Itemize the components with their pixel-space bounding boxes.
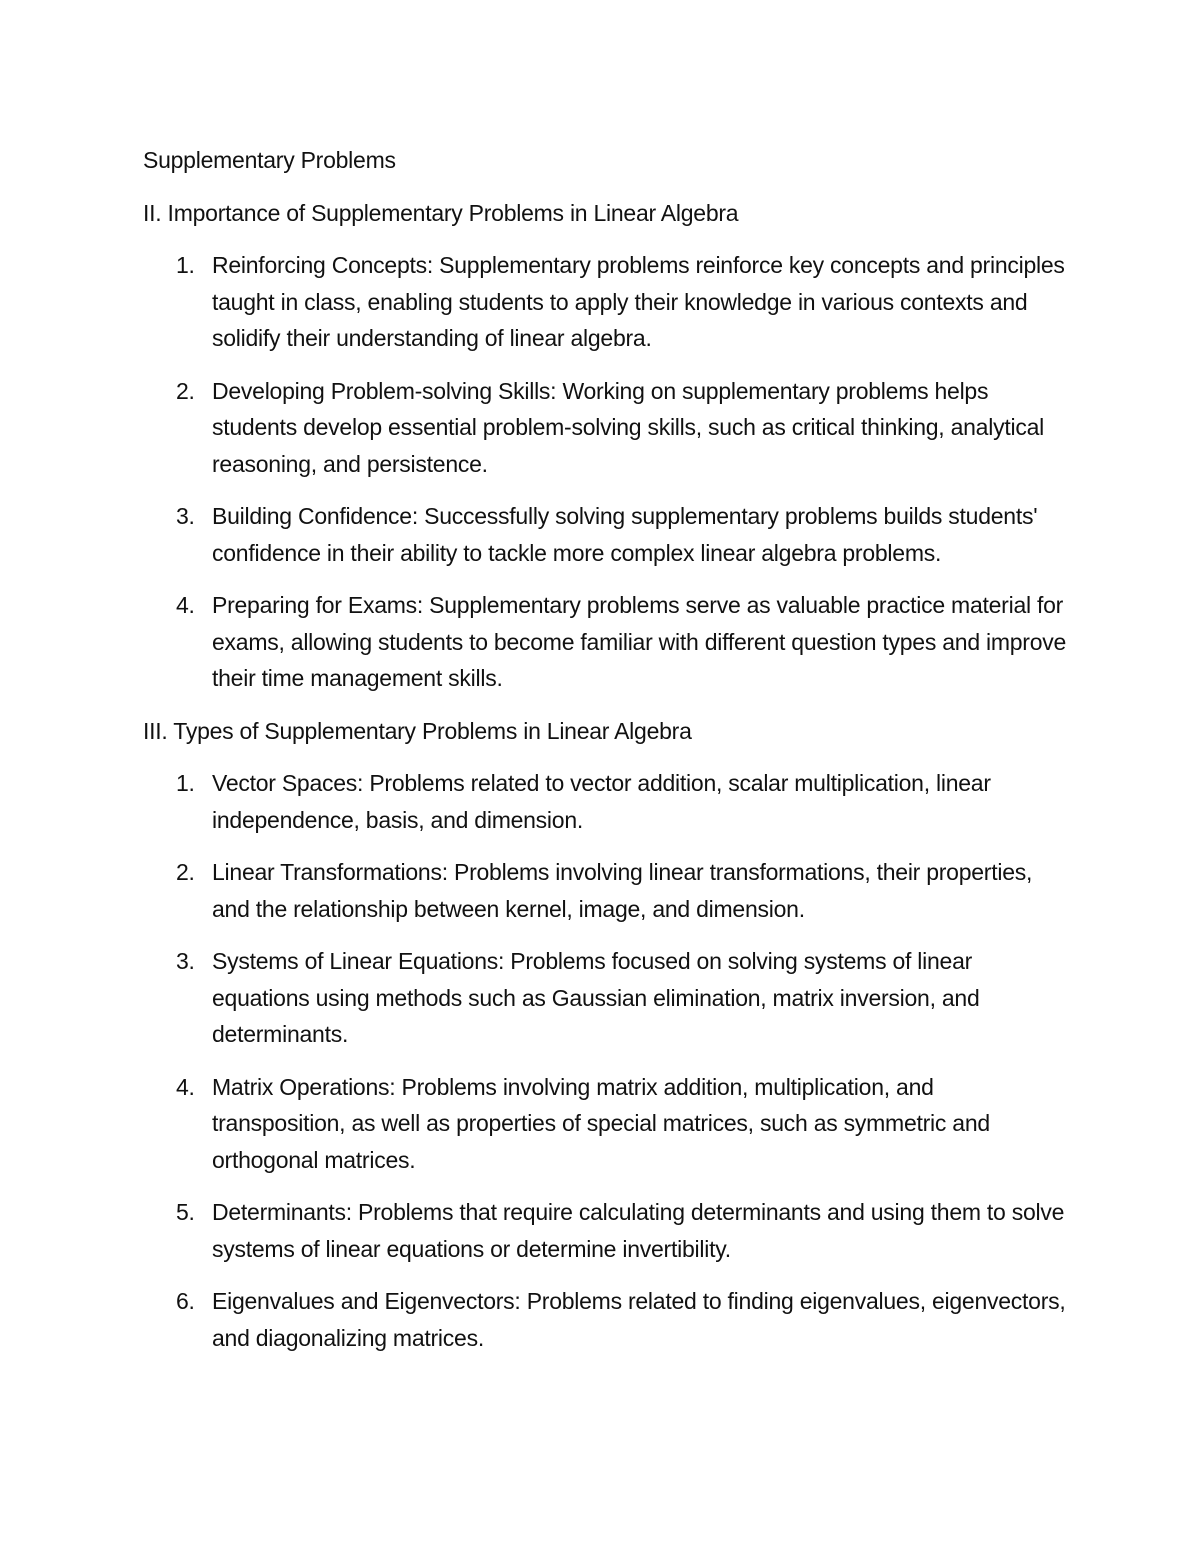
list-item-text: Building Confidence: Successfully solving supplementary problems builds students' confidence in their ability to tackle more complex linear algebra problems. <box>212 503 1038 566</box>
list-item-number: 3. <box>176 948 195 974</box>
list-item-text: Linear Transformations: Problems involving linear transformations, their properties, and the relationship between kernel, image, and dimension. <box>212 859 1033 922</box>
list-item-text: Developing Problem-solving Skills: Working on supplementary problems helps students develop essential problem-solving skills, such as critical thinking, analytical reasoning, and persistence. <box>212 377 1044 477</box>
list-item-text: Reinforcing Concepts: Supplementary problems reinforce key concepts and principles taught in class, enabling students to apply their knowledge in various contexts and solidify their understanding of linear algebra. <box>212 252 1065 351</box>
list-item-text: Vector Spaces: Problems related to vector addition, scalar multiplication, linear independence, basis, and dimension. <box>212 770 991 833</box>
importance-list <box>143 247 1073 697</box>
section-heading-importance: II. Importance of Supplementary Problems in Linear Algebra <box>143 199 739 226</box>
list-item-text: Determinants: Problems that require calculating determinants and using them to solve systems of linear equations or determine invertibility. <box>212 1199 1065 1262</box>
list-item-text: Systems of Linear Equations: Problems focused on solving systems of linear equations using methods such as Gaussian elimination, matrix inversion, and determinants. <box>212 948 980 1047</box>
list-item-number: 4. <box>176 1073 195 1100</box>
section-heading-types: III. Types of Supplementary Problems in Linear Algebra <box>143 717 692 744</box>
document-title: Supplementary Problems <box>143 147 396 173</box>
list-item-number: 3. <box>176 503 195 529</box>
list-item <box>143 373 1073 483</box>
list-item-number: 4. <box>176 592 195 618</box>
list-item-number: 5. <box>176 1199 195 1225</box>
list-item-number: 2. <box>176 859 195 885</box>
types-list <box>143 765 1073 1356</box>
list-item <box>143 943 1073 1053</box>
list-item-number: 6. <box>176 1288 195 1314</box>
list-item <box>143 587 1073 697</box>
list-item <box>143 498 1073 571</box>
list-item-text: Preparing for Exams: Supplementary problems serve as valuable practice material for exams, allowing students to become familiar with different question types and improve their time management skills. <box>212 592 1067 691</box>
list-item <box>143 854 1073 927</box>
list-item <box>143 1069 1073 1179</box>
list-item-number: 2. <box>176 377 195 404</box>
list-item-number: 1. <box>176 252 195 278</box>
list-item <box>143 1283 1073 1356</box>
list-item <box>143 1194 1073 1267</box>
list-item <box>143 765 1073 838</box>
list-item-text: Eigenvalues and Eigenvectors: Problems related to finding eigenvalues, eigenvectors, and diagonalizing matrices. <box>212 1288 1066 1351</box>
list-item <box>143 247 1073 357</box>
list-item-number: 1. <box>176 770 195 796</box>
document-body <box>143 142 1073 1372</box>
list-item-text: Matrix Operations: Problems involving matrix addition, multiplication, and transposition, as well as properties of special matrices, such as symmetric and orthogonal matrices. <box>212 1073 990 1173</box>
